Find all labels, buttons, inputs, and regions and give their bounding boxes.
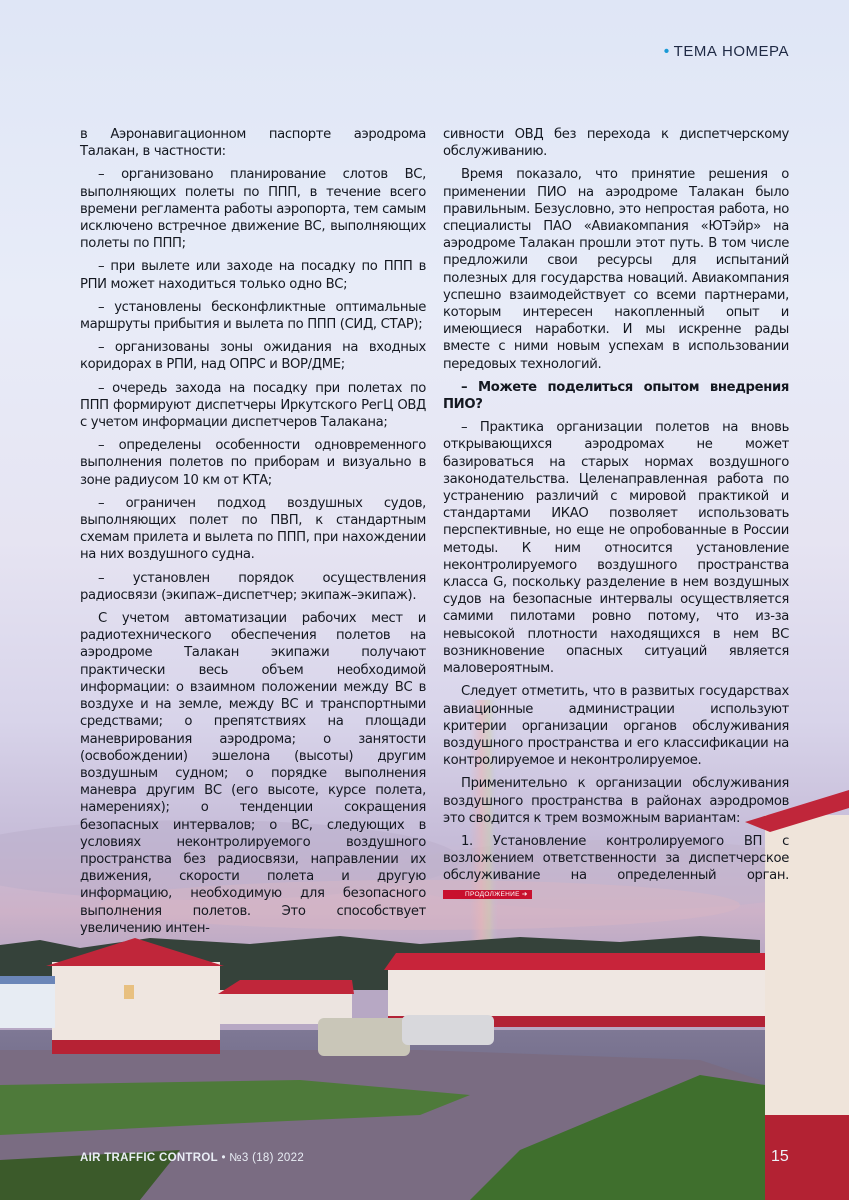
left-column <box>80 126 426 943</box>
paragraph: в Аэронавигационном паспорте аэродрома Талакан, в частности: <box>80 127 426 160</box>
section-label-text: ТЕМА НОМЕРА <box>673 43 789 60</box>
footer <box>80 1152 304 1164</box>
list-item: – ограничен подход воздушных судов, выполняющих полет по ПВП, к стандартным схемам прилета и вылета по ППП, при нахождении на них воздушного судна. <box>80 495 426 563</box>
interview-question: – Можете поделиться опытом внедрения ПИО? <box>443 379 789 413</box>
issue-info: • №3 (18) 2022 <box>221 1152 305 1164</box>
bullet-icon: • <box>663 43 670 60</box>
paragraph: С учетом автоматизации рабочих мест и радиотехнического обеспечения полетов на аэродроме Талакан экипажи получают практически весь объем необходимой информации: о взаимном положении между ВС в воздухе и на земле, между ВС и транспортными средствами; о препятствиях на площади маневрирования аэродрома; о занятости (освобождении) эшелона (высоты) другим воздушным судном; о порядке выполнения маневра другим ВС (его высоте, курсе полета, намерениях); о тенденции сокращения безопасных интервалов; о ВС, следующих в условиях неконтролируемого воздушного пространства без радиосвязи, направлении их движения, скорости полета и другую информацию, необходимую для безопасного выполнения полетов. Это способствует увеличению интен- <box>80 611 426 936</box>
paragraph: сивности ОВД без перехода к диспетчерскому обслуживанию. <box>443 127 789 160</box>
page-number: 15 <box>771 1148 789 1165</box>
list-item: – очередь захода на посадку при полетах по ППП формируют диспетчеры Иркутского РегЦ ОВД с учетом информации диспетчеров Талакана; <box>80 380 426 431</box>
paragraph: – Практика организации полетов на вновь открывающихся аэродромах не может базироваться на старых нормах воздушного законодательства. Целенаправленная работа по устранению различий с мировой практикой и стандартами ИКАО позволяет использовать перспективные, но еще не опробованные в России методы. К ним относится установление неконтролируемого воздушного пространства класса G, поскольку разделение в нем воздушных судов на безопасные интервалы осуществляется самими пилотами ровно потому, что из-за невысокой плотности находящихся в нем ВС возникновение опасных ситуаций является маловероятным. <box>443 420 789 677</box>
list-item: – установлены бесконфликтные оптимальные маршруты прибытия и вылета по ППП (СИД, СТАР); <box>80 299 426 333</box>
paragraph: Применительно к организации обслуживания воздушного пространства в районах аэродромов это сводится к трем возможным вариантам: <box>443 776 789 826</box>
paragraph: Следует отметить, что в развитых государствах авиационные администрации используют критерии организации органов обслуживания воздушного пространства и его классификации на контролируемое и неконтролируемое. <box>443 684 789 769</box>
paragraph <box>443 833 789 902</box>
list-item: – организованы зоны ожидания на входных коридорах в РПИ, над ОПРС и ВОР/ДМЕ; <box>80 340 426 373</box>
list-item: – определены особенности одновременного выполнения полетов по приборам и визуально в зоне радиусом 10 км от КТА; <box>80 438 426 488</box>
section-label <box>664 43 789 60</box>
magazine-name: AIR TRAFFIC CONTROL <box>80 1152 218 1164</box>
right-column <box>443 126 789 908</box>
list-item: – при вылете или заходе на посадку по ППП в РПИ может находиться только одно ВС; <box>80 259 426 292</box>
continue-badge[interactable]: ПРОДОЛЖЕНИЕ ➔ <box>443 890 532 899</box>
paragraph-text: 1. Установление контролируемого ВП с возложением ответственности за диспетчерское обслуживание на определенный орган. <box>443 833 789 884</box>
list-item: – установлен порядок осуществления радиосвязи (экипаж–диспетчер; экипаж–экипаж). <box>80 570 426 603</box>
list-item: – организовано планирование слотов ВС, выполняющих полеты по ППП, в течение всего времени регламента работы аэропорта, тем самым исключено встречное движение ВС, выполняющих полеты по ППП; <box>80 167 426 252</box>
paragraph: Время показало, что принятие решения о применении ПИО на аэродроме Талакан было правильным. Безусловно, это непростая работа, но специалисты ПАО «Авиакомпания «ЮТэйр» на аэродроме Талакан прошли этот путь. В том числе предложили свои ресурсы для испытаний полезных для государства новаций. Авиакомпания успешно взаимодействует со всеми партнерами, которым интересен накопленный опыт и имеющиеся наработки. И мы искренне рады вместе с ними новым успехам в использовании передовых технологий. <box>443 167 789 372</box>
